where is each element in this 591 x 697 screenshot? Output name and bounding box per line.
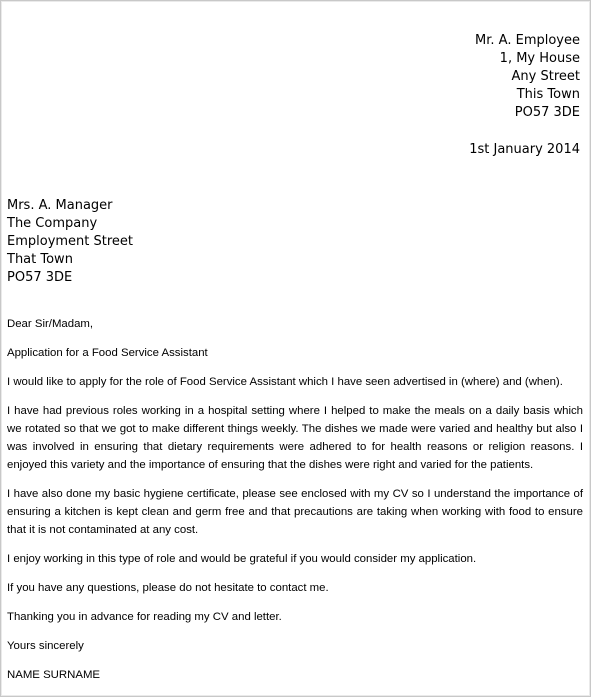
body-paragraph-4: I enjoy working in this type of role and would be grateful if you would consider my application.: [7, 553, 477, 565]
subject-line: Application for a Food Service Assistant: [7, 347, 208, 359]
sender-address: [475, 32, 580, 122]
letter-date: 1st January 2014: [469, 142, 580, 157]
recipient-street: Employment Street: [7, 234, 134, 249]
recipient-name: Mrs. A. Manager: [7, 198, 113, 213]
salutation: Dear Sir/Madam,: [7, 318, 94, 330]
sender-postcode: PO57 3DE: [514, 105, 580, 120]
body-paragraph-2: I have had previous roles working in a hospital setting where I helped to make the meals on a daily basis which we rotated so that we got to make different things weekly. The dishes we made were varied and healthy but also I was involved in ensuring that dietary requirements were adhered to for health reasons or religion reasons. I enjoyed this variety and the importance of ensuring that the dishes were right and varied for the patients.: [7, 405, 583, 471]
sender-address-line-2: Any Street: [511, 69, 580, 84]
sender-address-line-1: 1, My House: [499, 51, 580, 66]
recipient-address: [7, 197, 133, 287]
recipient-postcode: PO57 3DE: [7, 270, 73, 285]
body-paragraph-3: I have also done my basic hygiene certificate, please see enclosed with my CV so I understand the importance of ensuring a kitchen is kept clean and germ free and that precautions are taking when working with food to ensure that it is not contaminated at any cost.: [7, 488, 583, 536]
sender-town: This Town: [516, 87, 580, 102]
closing: Yours sincerely: [7, 640, 84, 652]
recipient-company: The Company: [7, 216, 98, 231]
body-paragraph-5: If you have any questions, please do not hesitate to contact me.: [7, 582, 329, 594]
sender-name: Mr. A. Employee: [475, 33, 580, 48]
recipient-town: That Town: [7, 252, 73, 267]
body-paragraph-1: I would like to apply for the role of Food Service Assistant which I have seen advertised in (where) and (when).: [7, 376, 563, 388]
signature: NAME SURNAME: [7, 669, 101, 681]
body-paragraph-6: Thanking you in advance for reading my CV and letter.: [7, 611, 282, 623]
letter-body: [7, 315, 583, 695]
